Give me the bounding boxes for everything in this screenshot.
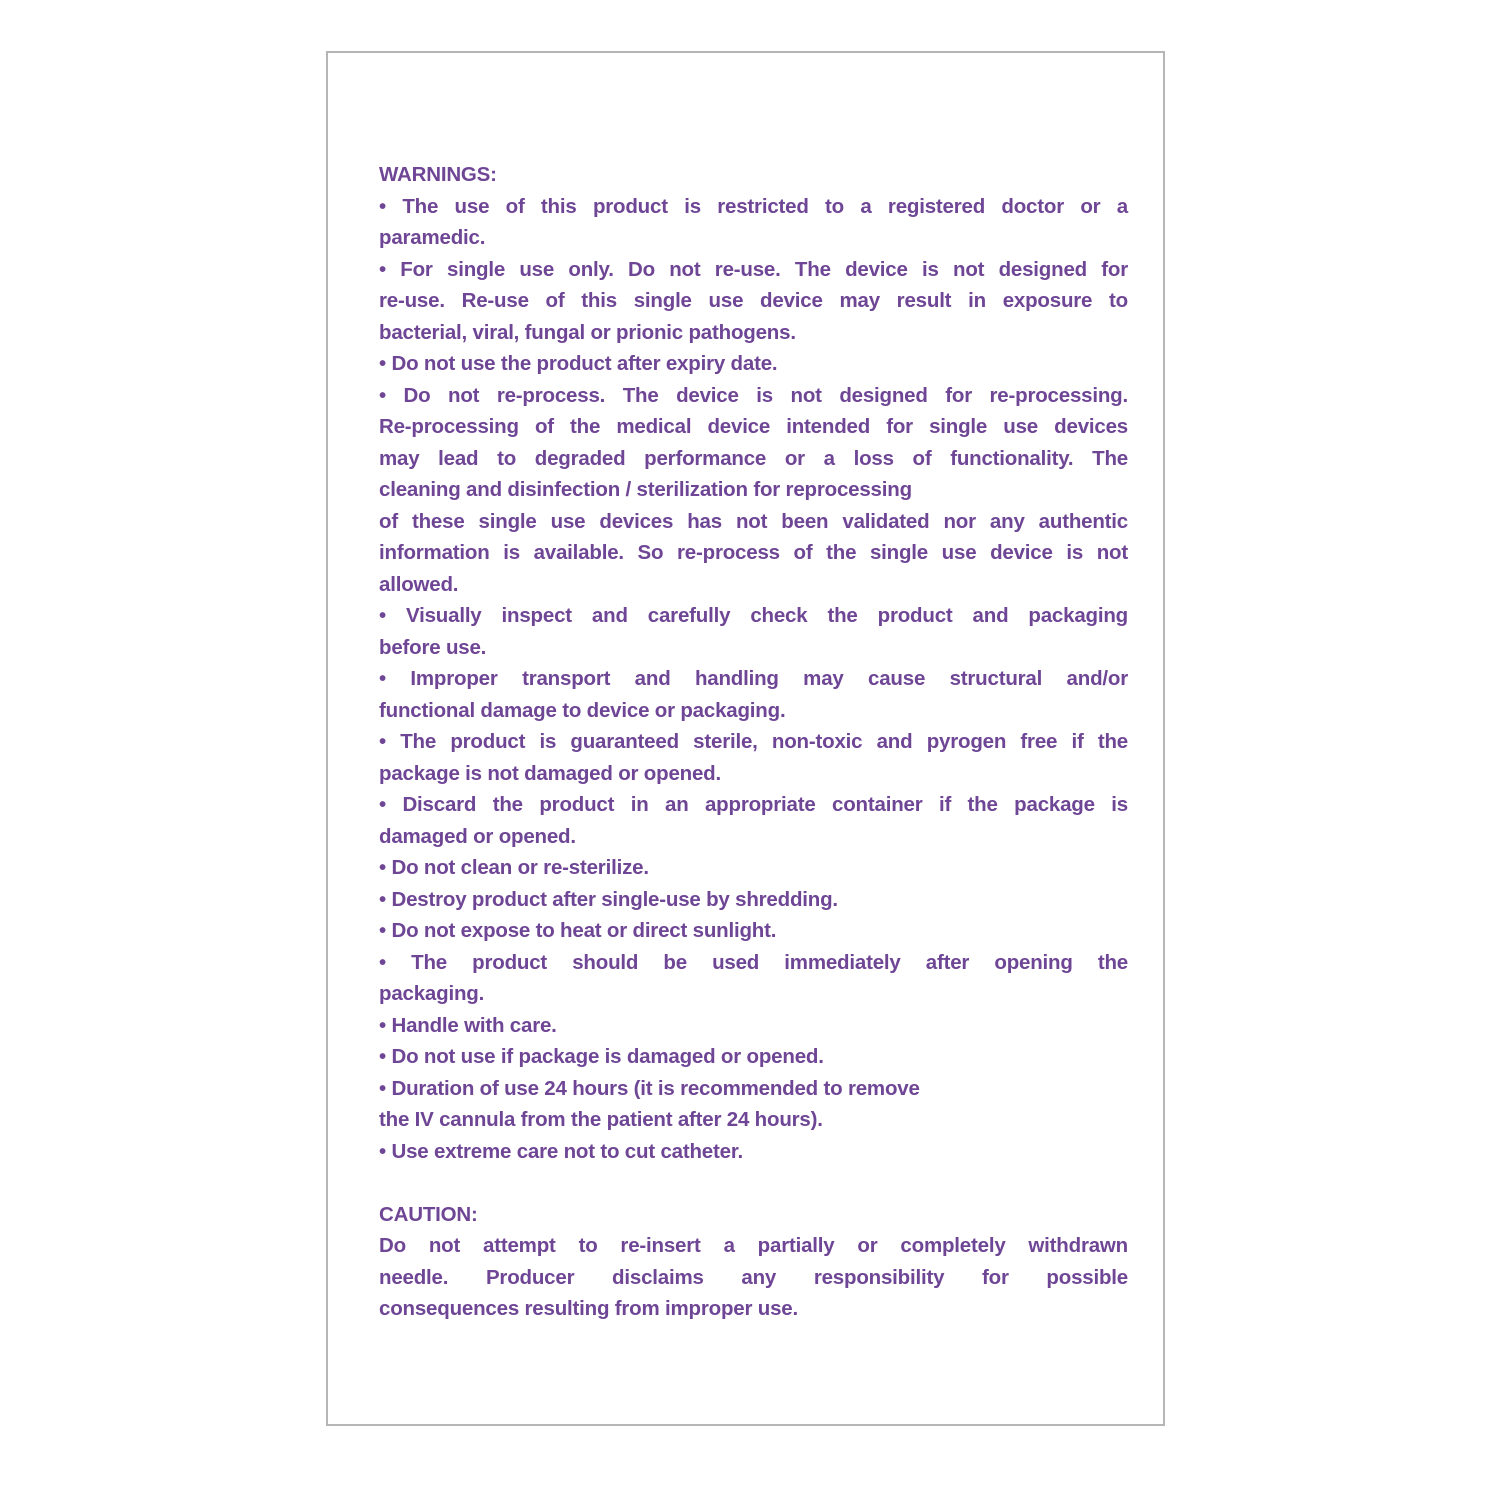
text-line: • Do not use the product after expiry date. (379, 352, 778, 375)
text-line: may lead to degraded performance or a loss of functionality. The (379, 446, 1128, 470)
text-line: • Discard the product in an appropriate container if the package is (379, 793, 1128, 816)
text-line: • Duration of use 24 hours (it is recommended to remove (379, 1076, 920, 1100)
text-line: • The product should be used immediately after opening the (379, 950, 1128, 974)
text-line: • Do not expose to heat or direct sunlight. (379, 919, 777, 942)
text-line: • Destroy product after single-use by shredding. (379, 887, 838, 911)
caution-heading: CAUTION: (379, 1202, 478, 1226)
text-line: needle. Producer disclaims any responsibility for possible (379, 1265, 1128, 1289)
text-line: functional damage to device or packaging. (379, 698, 786, 722)
text-line: consequences resulting from improper use. (379, 1297, 798, 1320)
caution-section (379, 1199, 1128, 1325)
text-line: information is available. So re-process of the single use device is not (379, 541, 1128, 564)
text-line: paramedic. (379, 226, 486, 249)
text-line: • Handle with care. (379, 1013, 557, 1037)
text-line: • Improper transport and handling may cause structural and/or (379, 667, 1128, 690)
text-line: bacterial, viral, fungal or prionic pathogens. (379, 320, 796, 344)
text-line: cleaning and disinfection / sterilization for reprocessing (379, 478, 912, 501)
text-line: • The use of this product is restricted to a registered doctor or a (379, 194, 1128, 218)
text-line: allowed. (379, 572, 459, 596)
text-line: Do not attempt to re-insert a partially or completely withdrawn (379, 1234, 1128, 1257)
caution-lines (379, 1230, 1128, 1325)
text-line: re-use. Re-use of this single use device may result in exposure to (379, 289, 1128, 312)
text-line: • Do not clean or re-sterilize. (379, 856, 649, 879)
label-border (326, 51, 1165, 1426)
text-line: damaged or opened. (379, 824, 576, 848)
text-line: • Do not re-process. The device is not designed for re-processing. (379, 383, 1128, 407)
text-line: package is not damaged or opened. (379, 761, 721, 785)
text-line: • For single use only. Do not re-use. The device is not designed for (379, 257, 1128, 281)
warnings-heading: WARNINGS: (379, 163, 497, 186)
text-line: • Do not use if package is damaged or opened. (379, 1045, 824, 1068)
text-line: Re-processing of the medical device intended for single use devices (379, 415, 1128, 438)
text-line: • The product is guaranteed sterile, non-toxic and pyrogen free if the (379, 730, 1128, 753)
text-line: of these single use devices has not been validated nor any authentic (379, 509, 1128, 533)
warnings-lines (379, 191, 1128, 1168)
label-text (379, 159, 1128, 1325)
text-line: • Visually inspect and carefully check the product and packaging (379, 604, 1128, 627)
warnings-section (379, 159, 1128, 1167)
text-line: • Use extreme care not to cut catheter. (379, 1139, 743, 1163)
text-line: the IV cannula from the patient after 24 hours). (379, 1108, 823, 1131)
text-line: before use. (379, 635, 487, 659)
text-line: packaging. (379, 982, 485, 1005)
